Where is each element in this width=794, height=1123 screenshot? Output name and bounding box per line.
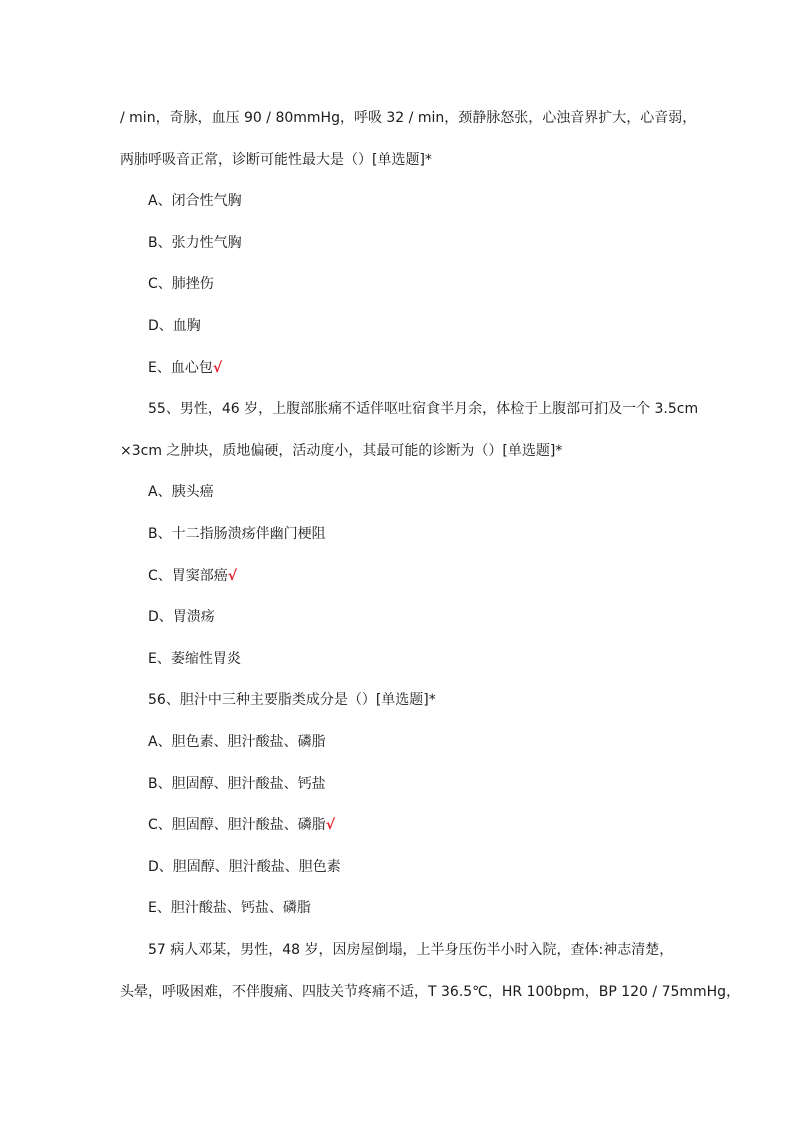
question-55-line-2: ×3cm 之肿块，质地偏硬，活动度小，其最可能的诊断为（）[单选题]* xyxy=(120,443,563,459)
q56-option-c xyxy=(148,815,335,835)
q55-option-b: B、十二指肠溃疡伴幽门梗阻 xyxy=(148,526,326,542)
q55-option-d: D、胃溃疡 xyxy=(148,609,215,625)
question-57-line-2: 头晕，呼吸困难，不伴腹痛、四肢关节疼痛不适，T 36.5℃，HR 100bpm，BP 120 / 75mmHg， xyxy=(120,984,741,1000)
q54-option-e xyxy=(148,358,222,378)
question-55-line-1: 55、男性，46 岁，上腹部胀痛不适伴呕吐宿食半月余，体检于上腹部可扪及一个 3.5cm xyxy=(148,401,699,417)
q56-option-c-text: C、胆固醇、胆汁酸盐、磷脂 xyxy=(148,817,326,833)
q56-option-a: A、胆色素、胆汁酸盐、磷脂 xyxy=(148,734,326,750)
q55-option-e: E、萎缩性胃炎 xyxy=(148,651,241,667)
correct-answer-check-mark: √ xyxy=(325,817,336,833)
q55-option-c-text: C、胃窦部癌 xyxy=(148,568,228,584)
question-54-line-2: 两肺呼吸音正常，诊断可能性最大是（）[单选题]* xyxy=(120,152,432,168)
question-56-line-1: 56、胆汁中三种主要脂类成分是（）[单选题]* xyxy=(148,692,436,708)
q54-option-c: C、肺挫伤 xyxy=(148,276,214,292)
question-57-line-1: 57 病人邓某，男性，48 岁，因房屋倒塌，上半身压伤半小时入院，查体:神志清楚， xyxy=(148,942,674,958)
q55-option-c xyxy=(148,566,237,586)
q54-option-d: D、血胸 xyxy=(148,318,201,334)
question-54-line-1: / min，奇脉，血压 90 / 80mmHg，呼吸 32 / min，颈静脉怒张，心浊音界扩大，心音弱， xyxy=(120,110,697,126)
q56-option-d: D、胆固醇、胆汁酸盐、胆色素 xyxy=(148,859,341,875)
correct-answer-check-mark: √ xyxy=(227,568,238,584)
q56-option-e: E、胆汁酸盐、钙盐、磷脂 xyxy=(148,900,311,916)
q54-option-e-text: E、血心包 xyxy=(148,360,213,376)
q54-option-b: B、张力性气胸 xyxy=(148,235,242,251)
q56-option-b: B、胆固醇、胆汁酸盐、钙盐 xyxy=(148,776,326,792)
q55-option-a: A、胰头癌 xyxy=(148,484,214,500)
q54-option-a: A、闭合性气胸 xyxy=(148,193,242,209)
correct-answer-check-mark: √ xyxy=(212,360,223,376)
